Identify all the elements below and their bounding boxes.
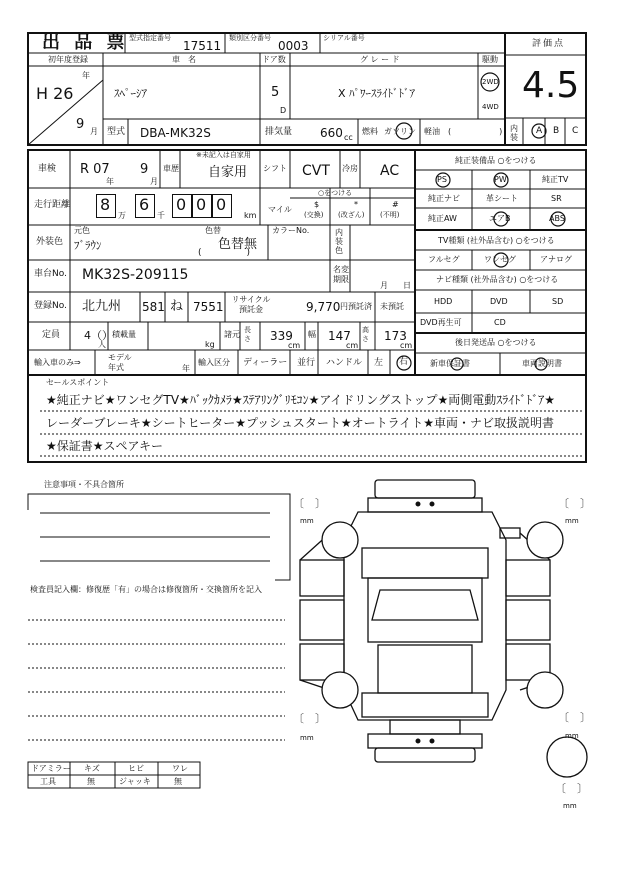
score-label: 評価点 (532, 39, 566, 49)
car-name-label: 車 名 (172, 55, 196, 64)
model-year-label: モデル年式 (108, 353, 132, 372)
tire-mm-fl: mm (300, 517, 314, 525)
navi-sd: SD (552, 297, 564, 306)
mileage-digit-2: 6 (139, 195, 150, 214)
original-color-value: ﾌﾞﾗｳﾝ (74, 239, 102, 252)
history-label: 車歴 (163, 164, 179, 173)
first-reg-year: H 26 (36, 84, 74, 103)
legend-h4: ワレ (172, 764, 188, 773)
tv-title: TV種類 (社外品含む) ○をつける (438, 236, 555, 245)
length-value: 339 (270, 329, 293, 343)
import-label: 輸入車のみ⇒ (34, 358, 81, 367)
recycle-value: 9,770 (306, 300, 341, 314)
mile-alter: * (354, 200, 358, 209)
name-expiry-month: 月 (380, 281, 388, 290)
mile-unknown: # (392, 200, 399, 209)
exterior-color-label: 外装色 (36, 237, 64, 247)
equip-pw: PW (494, 175, 507, 184)
equip-tv: 純正TV (542, 175, 569, 184)
shift-label: シフト (263, 164, 287, 173)
inspection-era: R 07 (80, 162, 110, 177)
original-color-label: 元色 (74, 226, 90, 235)
recycle-label: リサイクル預託金 (231, 295, 271, 314)
height-label: 高さ (362, 326, 369, 343)
reg-kana: ね (170, 299, 184, 314)
length-unit: cm (288, 341, 301, 350)
interior-a: A (536, 126, 543, 136)
first-reg-label: 初年度登録 (48, 55, 88, 64)
width-label: 幅 (308, 330, 316, 339)
legend-h3: ヒビ (128, 764, 144, 773)
equip-leather: 革シート (486, 194, 518, 203)
mileage-label: 走行距離 (34, 200, 71, 210)
mileage-unit-1: 万 (118, 211, 126, 220)
tire-mm-fr: mm (565, 517, 579, 525)
navi-hdd: HDD (434, 297, 453, 306)
mile-unknown-label: (不明) (380, 211, 400, 219)
ac-value: AC (380, 163, 400, 179)
name-expiry-day: 日 (403, 281, 411, 290)
ac-label: 冷房 (342, 164, 358, 173)
genuine-title: 純正装備品 ○をつける (455, 156, 537, 165)
class-number-value: 0003 (278, 39, 309, 53)
interior-color-label: 内装色 (335, 228, 343, 255)
equip-airbag: エアB (489, 214, 511, 223)
reg-label: 登録No. (34, 301, 67, 311)
mile-swap-label: (交換) (304, 211, 324, 219)
repaint-value: 色替無 (218, 237, 258, 252)
name-expiry-label: 名変期限 (333, 265, 349, 284)
displacement-unit: cc (344, 133, 353, 142)
grade-label: グ レ ー ド (360, 55, 400, 64)
first-reg-month: 9 (76, 117, 85, 132)
month-unit: 月 (90, 127, 98, 136)
mileage-unit: km (244, 211, 257, 220)
doors-sub: D (280, 106, 287, 115)
recycle-status: 円預託済 (340, 302, 372, 311)
tire-bracket-rr: 〔 〕 (558, 711, 591, 724)
width-value: 147 (328, 329, 351, 343)
drive-2wd: 2WD (482, 78, 499, 86)
displacement-value: 660 (320, 126, 343, 140)
capacity-label: 定員 (42, 330, 61, 340)
oil-paren: ( ) (448, 127, 503, 136)
tv-fullseg: フルセグ (428, 255, 460, 264)
reg-city: 北九州 (82, 299, 122, 314)
model-label: 型式 (107, 127, 126, 137)
interior-label: 内装 (510, 124, 518, 142)
legend-r1: 工具 (40, 777, 56, 786)
tire-bracket-spare: 〔 〕 (555, 782, 588, 795)
navi-title: ナビ種類 (社外品含む) ○をつける (436, 275, 559, 284)
grade-value: X ﾊﾟﾜｰｽﾗｲﾄﾞﾄﾞｱ (338, 87, 416, 100)
door-bolts (416, 502, 434, 743)
displacement-label: 排気量 (265, 127, 293, 137)
equip-navi: 純正ナビ (428, 194, 460, 203)
model-value: DBA-MK32S (140, 126, 211, 140)
import-parallel: 並行 (297, 358, 316, 368)
equip-aw: 純正AW (428, 214, 457, 223)
legend-r3: ジャッキ (119, 777, 151, 786)
legend-h2: キズ (84, 764, 100, 773)
sales-line-1: ★純正ナビ★ワンセグTV★ﾊﾞｯｸｶﾒﾗ★ｽﾃｱﾘﾝｸﾞﾘﾓｺﾝ★アイドリングストップ★両側電動ｽﾗｲﾄﾞﾄﾞｱ★ (46, 393, 556, 407)
drive-4wd: 4WD (482, 103, 499, 111)
sales-label: セールスポイント (46, 378, 110, 387)
mile-note: ○をつける (318, 189, 353, 197)
navi-dvd: DVD (490, 297, 508, 306)
mile-swap: $ (314, 200, 320, 209)
handle-left: 左 (374, 358, 384, 368)
type-number-value: 17511 (183, 39, 222, 53)
sales-line-3: ★保証書★スペアキー (46, 439, 164, 453)
tire-mm-rr: mm (565, 732, 579, 740)
import-class-label: 輸入区分 (198, 358, 230, 367)
mileage-digit-5: 0 (216, 195, 227, 214)
fuel-value: ガソリン (384, 127, 416, 136)
length-label: 長さ (244, 326, 251, 343)
inspection-label: 車検 (38, 164, 57, 174)
load-unit: kg (205, 340, 215, 349)
legend-h1: ドアミラー (31, 764, 71, 773)
mile-label: マイル (268, 205, 292, 214)
recycle-unpaid: 未預託 (380, 302, 404, 311)
legend-r4: 無 (174, 777, 182, 786)
interior-c: C (572, 126, 579, 136)
inspection-year-unit: 年 (106, 177, 114, 186)
shift-value: CVT (302, 163, 330, 179)
capacity-value: 4（） (84, 329, 113, 342)
dimensions-label: 諸元 (224, 330, 240, 339)
form-title: 出 品 票 (42, 32, 129, 53)
handle-label: ハンドル (326, 358, 363, 368)
mileage-digit-1: 8 (100, 195, 111, 214)
type-number-label: 型式指定番号 (129, 34, 171, 42)
tire-bracket-fr: 〔 〕 (558, 497, 591, 510)
import-dealer: ディーラー (243, 358, 288, 368)
tire-bracket-fl: 〔 〕 (293, 497, 326, 510)
chassis-label: 車台No. (34, 269, 67, 279)
chassis-value: MK32S-209115 (82, 267, 189, 283)
mileage-unit-2: 千 (157, 211, 165, 220)
score-value: 4.5 (522, 65, 580, 106)
inspector-label: 検査員記入欄：修復歴「有」の場合は修復箇所・交換箇所を記入 (30, 585, 262, 594)
inspection-month: 9 (140, 162, 149, 177)
year-unit: 年 (82, 71, 90, 80)
drive-label: 駆動 (482, 55, 498, 64)
import-year-unit: 年 (182, 364, 190, 373)
width-unit: cm (346, 341, 359, 350)
later-manual: 車両説明書 (522, 359, 562, 368)
reg-class: 581 (142, 300, 165, 314)
navi-dvd-play: DVD再生可 (420, 318, 462, 327)
repaint-label: 色替 (205, 226, 221, 235)
equip-sr: SR (551, 194, 562, 203)
oil-label: 軽油 (424, 127, 440, 136)
equip-abs: ABS (549, 214, 565, 223)
color-no-label: カラーNo. (272, 226, 310, 235)
tire-bracket-rl: 〔 〕 (293, 712, 326, 725)
equip-ps: PS (437, 175, 447, 184)
history-value: 自家用 (208, 165, 248, 180)
handle-right: 右 (399, 357, 409, 367)
mileage-digit-4: 0 (196, 195, 207, 214)
mileage-digit-3: 0 (176, 195, 187, 214)
height-unit: cm (400, 341, 413, 350)
height-value: 173 (384, 329, 407, 343)
tv-oneseg: ワンセグ (484, 255, 516, 264)
later-warranty: 新車保証書 (430, 359, 470, 368)
history-note: ※未記入は自家用 (196, 151, 251, 159)
inspection-month-unit: 月 (150, 177, 158, 186)
caution-label: 注意事項・不具合箇所 (44, 480, 124, 489)
navi-cd: CD (494, 318, 506, 327)
capacity-unit: 人 (98, 340, 106, 349)
later-title: 後日発送品 ○をつける (455, 338, 537, 347)
tv-analog: アナログ (540, 255, 572, 264)
sales-line-2: レーダーブレーキ★シートヒーター★プッシュスタート★オートライト★車両・ナビ取扱説明書 (46, 416, 555, 430)
interior-b: B (553, 126, 560, 136)
serial-label: シリアル番号 (323, 34, 365, 42)
doors-label: ドア数 (262, 55, 286, 64)
class-number-label: 類別区分番号 (229, 34, 271, 42)
doors-value: 5 (271, 85, 280, 100)
tire-mm-rl: mm (300, 734, 314, 742)
repaint-paren: ( ) (198, 248, 251, 258)
tire-mm-spare: mm (563, 802, 577, 810)
reg-number: 7551 (193, 300, 224, 314)
load-label: 積載量 (112, 330, 136, 339)
fuel-label: 燃料 (362, 127, 378, 136)
mile-alter-label: (改ざん) (338, 211, 365, 219)
car-name-value: ｽﾍﾟｰｼｱ (114, 87, 147, 100)
legend-r2: 無 (87, 777, 95, 786)
